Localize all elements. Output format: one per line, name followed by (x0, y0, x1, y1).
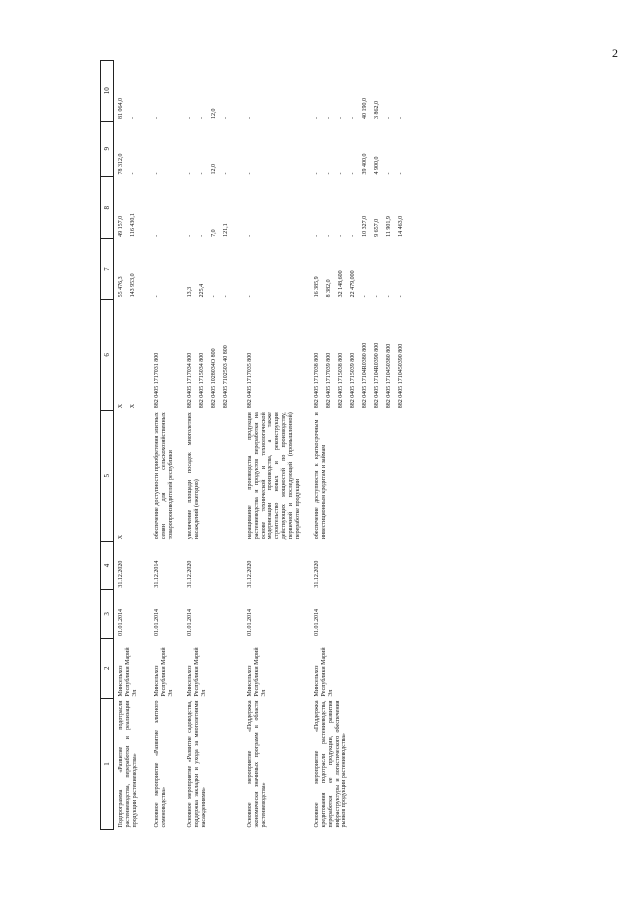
cell-value: 22 479,000 (349, 270, 356, 298)
cell-c2: Минсельхоз Республики Марий Эл (186, 647, 207, 697)
cell-c1: Основное мероприятие «Поддержка кредитования подотрасли растениеводства, переработки ее продукции, развития инфраструктуры и логистического обеспечения рынков продукции растениеводства» (313, 700, 348, 828)
cell-value: - (130, 117, 137, 120)
cell-value: - (222, 172, 229, 175)
cell-value: - (349, 234, 356, 237)
cell-c1: Основное мероприятие «Развитие садоводства, поддержка закладки и ухода за многолетними насаждениями» (186, 700, 207, 828)
cell-value: 882 0405 1710450380 800 (385, 343, 392, 409)
cell-value: 12,0 (210, 108, 217, 120)
cell-c3: 01.01.2014 (154, 609, 161, 637)
cell-c7 (310, 239, 418, 299)
cell-value: 8 382,0 (325, 279, 332, 298)
cell-value: 12,0 (210, 163, 217, 175)
cell-value: 882 0405 1717039 800 (325, 352, 332, 409)
cell-value: 16 385,9 (313, 276, 320, 298)
cell-value: 7,0 (210, 229, 217, 237)
cell-value: 882 0405 1710450390 800 (397, 343, 404, 409)
cell-c5: увеличение площади посадок многолетних насаждений (ежегодно) (186, 412, 200, 540)
cell-value: 55 476,3 (118, 276, 125, 298)
cell-value: 882 0405 17104R0390 800 (373, 342, 380, 409)
cell-value: 882 0405 7102503 40 800 (222, 345, 229, 409)
header-cell: 8 (101, 176, 114, 238)
cell-c8 (183, 176, 243, 238)
cell-c7 (183, 239, 243, 299)
cell-value: X (130, 403, 137, 409)
cell-value: - (246, 295, 253, 298)
cell-value: - (313, 117, 320, 120)
cell-value: 882 0405 1715034 800 (198, 352, 205, 409)
cell-c8 (150, 176, 183, 238)
cell-value: - (337, 117, 344, 120)
cell-value: - (325, 172, 332, 175)
cell-value: - (198, 234, 205, 237)
cell-value: - (385, 172, 392, 175)
cell-value: - (385, 117, 392, 120)
cell-value: 49 157,0 (118, 215, 125, 237)
cell-c6 (243, 299, 310, 410)
cell-value: - (154, 295, 161, 298)
cell-c4: 31.12.2020 (246, 560, 253, 588)
cell-c5: обеспечение доступности приобретения элитных семян для сельскохозяйственных товаропроизводителей республики (154, 412, 174, 540)
cell-c6 (310, 299, 418, 410)
cell-value: - (186, 117, 193, 120)
table-row (243, 61, 310, 830)
table-row (150, 61, 183, 830)
cell-c1: Основное мероприятие «Развитие элитного семеноводства» (154, 700, 167, 828)
cell-c9 (114, 121, 151, 176)
cell-value: 882 0405 1717034 800 (186, 352, 193, 409)
cell-value: - (246, 234, 253, 237)
cell-value: - (385, 295, 392, 298)
cell-c8 (310, 176, 418, 238)
cell-value: 81 064,0 (118, 98, 125, 120)
cell-value: 9 657,0 (373, 218, 380, 237)
cell-value: - (313, 172, 320, 175)
header-cell: 5 (101, 410, 114, 541)
cell-value: - (186, 172, 193, 175)
cell-c9 (150, 121, 183, 176)
cell-c6 (183, 299, 243, 410)
cell-value: 14 463,0 (397, 215, 404, 237)
cell-value: - (337, 234, 344, 237)
cell-value: 882 0405 1717035 800 (246, 352, 253, 409)
cell-c6 (150, 299, 183, 410)
cell-c2: Минсельхоз Республики Марий Эл (118, 647, 138, 697)
cell-value: - (186, 234, 193, 237)
cell-c7 (243, 239, 310, 299)
cell-value: - (397, 295, 404, 298)
cell-value: 3 862,0 (373, 101, 380, 120)
cell-c10 (183, 61, 243, 122)
cell-value: - (222, 295, 229, 298)
cell-value: - (154, 172, 161, 175)
cell-value: - (246, 117, 253, 120)
budget-table (100, 60, 418, 830)
table-row (114, 61, 151, 830)
cell-c2: Минсельхоз Республики Марий Эл (313, 647, 334, 697)
cell-c5: обеспечение доступности к краткосрочным и инвестиционным кредитам и займам (313, 412, 327, 540)
cell-c2: Минсельхоз Республики Марий Эл (154, 647, 174, 697)
cell-value: - (325, 234, 332, 237)
cell-c4: 31.12.2014 (154, 560, 161, 588)
cell-c3: 01.01.2014 (246, 609, 253, 637)
cell-value: - (130, 172, 137, 175)
cell-value: 13,3 (186, 286, 193, 298)
cell-c10 (114, 61, 151, 122)
cell-value: - (210, 295, 217, 298)
cell-c3: 01.01.2014 (186, 609, 193, 637)
cell-value: 143 953,0 (130, 273, 137, 298)
cell-c4: 31.12.2020 (186, 560, 193, 588)
cell-c7 (114, 239, 151, 299)
cell-c1: Основное мероприятие «Поддержка экономически значимых программ в области растениеводства» (246, 700, 267, 828)
cell-c2: Минсельхоз Республики Марий Эл (246, 647, 267, 697)
cell-value: - (313, 234, 320, 237)
cell-value: 10 327,0 (361, 215, 368, 237)
cell-c3: 01.01.2014 (313, 609, 320, 637)
cell-value: 78 312,0 (118, 153, 125, 175)
cell-value: 882 0405 1715038 800 (337, 352, 344, 409)
cell-c8 (114, 176, 151, 238)
cell-c4: 31.12.2020 (118, 560, 125, 588)
cell-value: 225,4 (198, 283, 205, 298)
header-cell: 10 (101, 61, 114, 122)
cell-value: - (349, 117, 356, 120)
cell-c9 (243, 121, 310, 176)
cell-value: 40 190,0 (361, 98, 368, 120)
cell-value: - (349, 172, 356, 175)
cell-c10 (150, 61, 183, 122)
cell-value: 882 0405 1717038 800 (313, 352, 320, 409)
header-cell: 9 (101, 121, 114, 176)
cell-value: 116 430,1 (130, 213, 137, 237)
cell-c5: X (118, 534, 125, 540)
cell-value: - (246, 172, 253, 175)
cell-c1: Подпрограмма «Развитие подотрасли растениеводства, переработки и реализации продукции растениеводства» (118, 700, 138, 828)
cell-value: - (325, 117, 332, 120)
cell-value: - (397, 117, 404, 120)
cell-value: 32 148,600 (337, 270, 344, 298)
header-cell: 2 (101, 638, 114, 698)
cell-value: - (198, 117, 205, 120)
cell-value: 11 901,9 (385, 216, 392, 237)
cell-value: - (198, 172, 205, 175)
cell-value: - (154, 234, 161, 237)
cell-value: - (154, 117, 161, 120)
cell-value: - (397, 172, 404, 175)
table-row (183, 61, 243, 830)
header-cell: 3 (101, 590, 114, 638)
header-cell: 4 (101, 541, 114, 589)
cell-value: X (118, 403, 125, 409)
table-row (310, 61, 418, 830)
cell-value: 4 900,0 (373, 156, 380, 175)
cell-value: - (337, 172, 344, 175)
cell-value: 882 0405 1715039 800 (349, 352, 356, 409)
cell-value: - (222, 117, 229, 120)
cell-c4: 31.12.2020 (313, 560, 320, 588)
cell-value: - (361, 295, 368, 298)
cell-value: 882 0405 1717031 800 (154, 352, 161, 409)
cell-c3: 01.01.2014 (118, 609, 125, 637)
cell-c7 (150, 239, 183, 299)
cell-c9 (310, 121, 418, 176)
cell-value: 39 400,0 (361, 153, 368, 175)
table-body (114, 61, 418, 830)
cell-c10 (243, 61, 310, 122)
cell-c9 (183, 121, 243, 176)
cell-c8 (243, 176, 310, 238)
cell-c10 (310, 61, 418, 122)
header-row (101, 61, 114, 830)
cell-value: 882 0405 17104R0380 800 (361, 342, 368, 409)
cell-c5: наращивание производства продукции растениеводства и продуктов переработки на основе технической и технологической модернизации производства, а также строительство новых и реконструкция действующих мощностей по производству, первичной и последующей (промышленной) переработке продукции (246, 412, 301, 540)
header-cell: 6 (101, 299, 114, 410)
page-number: 2 (612, 46, 618, 60)
cell-value: - (373, 295, 380, 298)
header-cell: 1 (101, 698, 114, 829)
cell-c6 (114, 299, 151, 410)
rotated-table-wrapper (100, 70, 404, 830)
cell-value: 121,1 (222, 223, 229, 237)
cell-value: 882 0405 1028034О 800 (210, 348, 217, 409)
header-cell: 7 (101, 239, 114, 299)
